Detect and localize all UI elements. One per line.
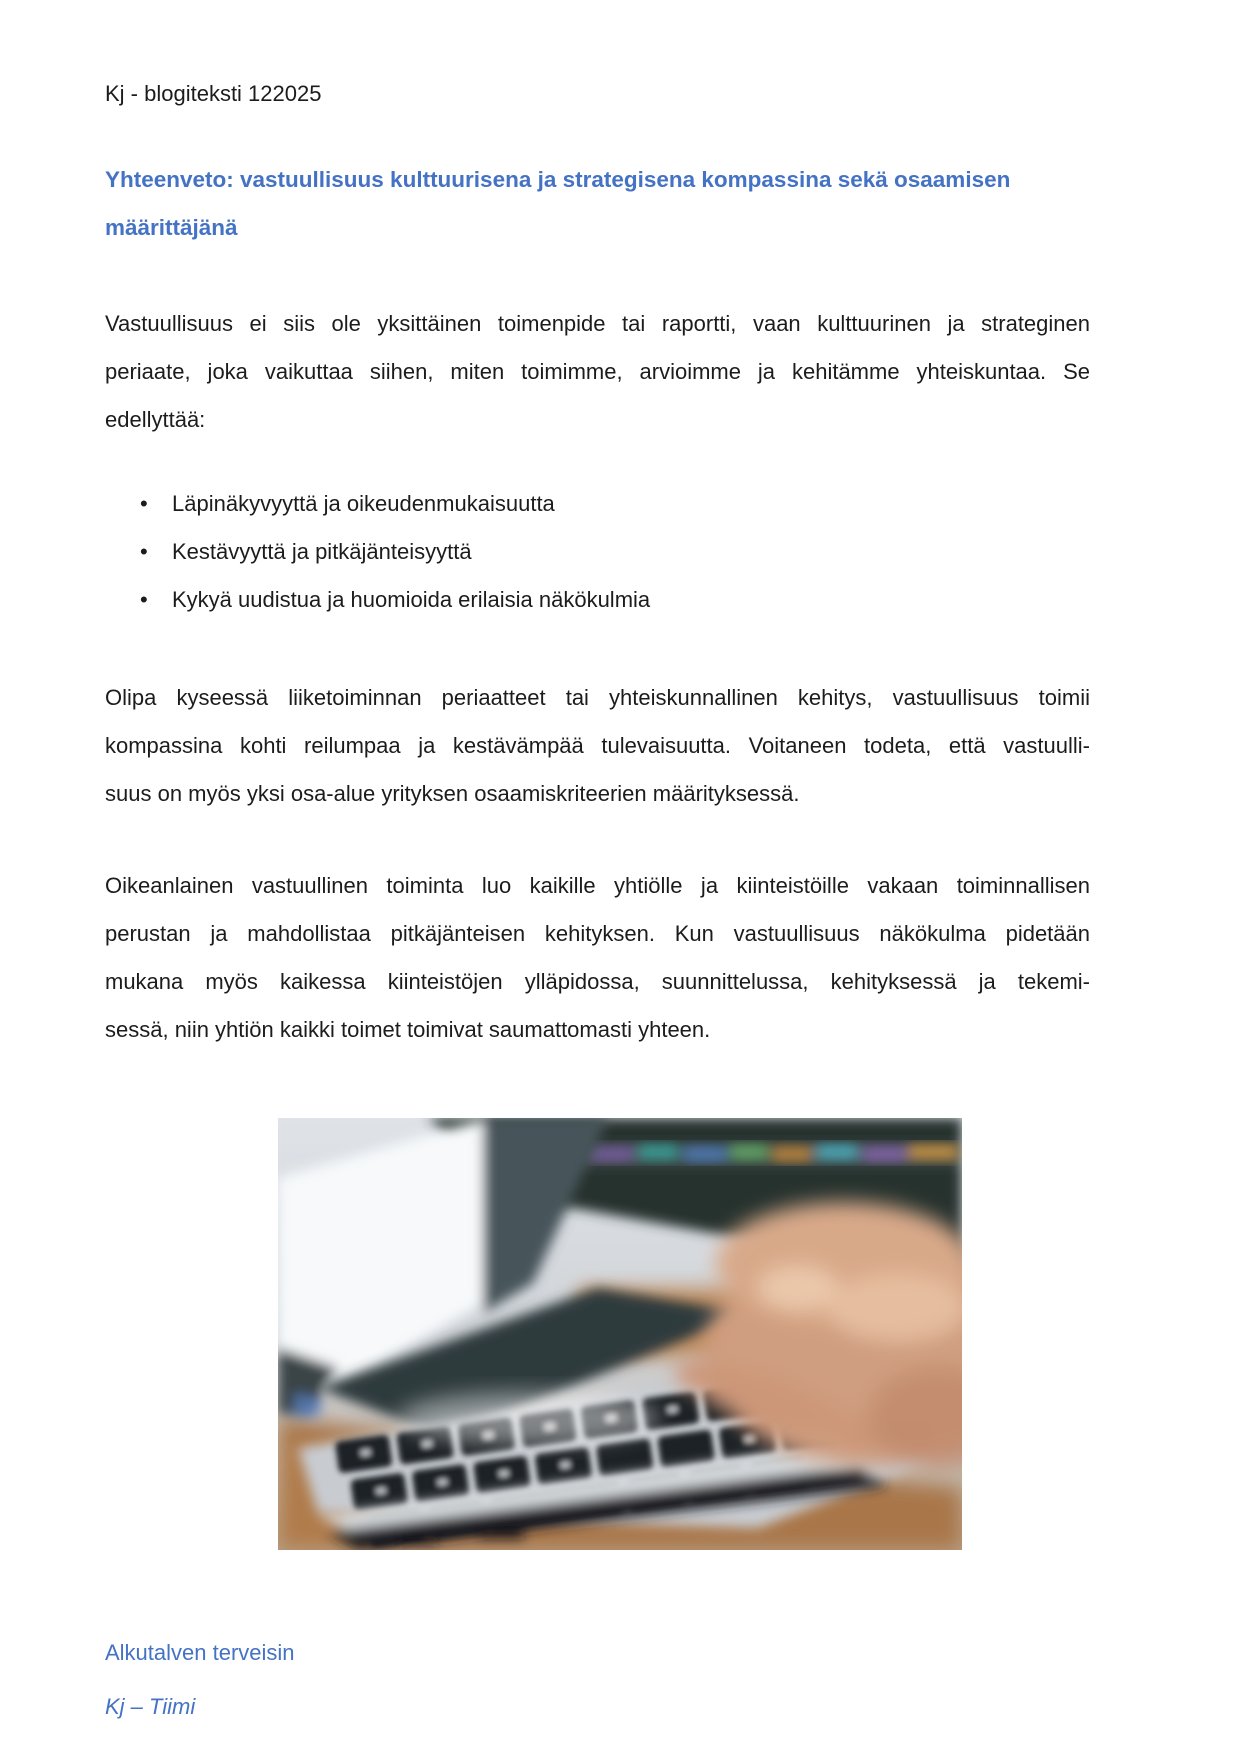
bullet-icon: • [140,587,148,612]
hands-typing-on-laptop-photo [278,1118,962,1550]
laptop-photo-illustration [278,1118,962,1550]
paragraph-compass-line-2: kompassina kohti reilumpaa ja kestävämpää tulevaisuutta. Voitaneen todeta, että vastuulli- [105,733,1090,758]
paragraph-conclusion-line-2: perustan ja mahdollistaa pitkäjänteisen kehityksen. Kun vastuullisuus näkökulma pidetään [105,921,1090,946]
paragraph-intro-line-2: periaate, joka vaikuttaa siihen, miten toimimme, arvioimme ja kehitämme yhteiskuntaa. Se [105,359,1090,384]
paragraph-conclusion-line-3: mukana myös kaikessa kiinteistöjen ylläpidossa, suunnittelussa, kehityksessä ja tekemi- [105,969,1090,994]
signature-greeting: Alkutalven terveisin [105,1640,295,1665]
list-item [140,528,1090,576]
list-item [140,480,1090,528]
paragraph-intro-line-3: edellyttää: [105,407,206,432]
paragraph-intro-line-1: Vastuullisuus ei siis ole yksittäinen toimenpide tai raportti, vaan kulttuurinen ja strateginen [105,311,1090,336]
bullet-icon: • [140,491,148,516]
paragraph-intro [105,300,1090,444]
section-heading-line-2: määrittäjänä [105,215,238,240]
list-item-text: Kykyä uudistua ja huomioida erilaisia näkökulmia [172,587,651,612]
list-item [140,576,1090,624]
paragraph-conclusion-line-1: Oikeanlainen vastuullinen toiminta luo kaikille yhtiölle ja kiinteistöille vakaan toiminnallisen [105,873,1090,898]
paragraph-compass-line-3: suus on myös yksi osa-alue yrityksen osaamiskriteerien määrityksessä. [105,781,800,806]
paragraph-compass-line-1: Olipa kyseessä liiketoiminnan periaatteet tai yhteiskunnallinen kehitys, vastuullisuus toimii [105,685,1090,710]
document-title: Kj - blogiteksti 122025 [105,81,322,106]
signature-block [105,1626,1090,1734]
paragraph-compass [105,674,1090,818]
list-item-text: Läpinäkyvyyttä ja oikeudenmukaisuutta [172,491,555,516]
list-item-text: Kestävyyttä ja pitkäjänteisyyttä [172,539,472,564]
bullet-icon: • [140,539,148,564]
paragraph-conclusion-line-4: sessä, niin yhtiön kaikki toimet toimivat saumattomasti yhteen. [105,1017,711,1042]
signature-author: Kj – Tiimi [105,1694,196,1719]
bullet-list [105,480,1090,624]
section-heading-line-1: Yhteenveto: vastuullisuus kulttuurisena ja strategisena kompassina sekä osaamisen [105,167,1011,192]
paragraph-conclusion [105,862,1090,1054]
section-heading [105,156,1090,252]
